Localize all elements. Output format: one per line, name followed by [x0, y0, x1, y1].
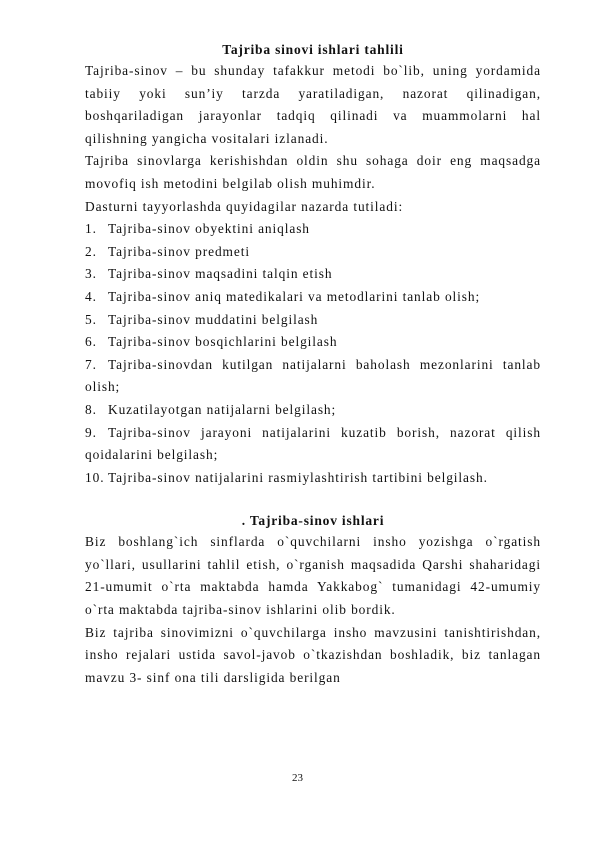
- list-item-number: 10.: [85, 469, 105, 485]
- paragraph-method: Tajriba sinovlarga kerishishdan oldin shu sohaga doir eng maqsadga movofiq ish metodini belgilab olish muhimdir.: [85, 153, 541, 191]
- list-item-number: 5.: [85, 311, 97, 327]
- list-item-number: 7.: [85, 356, 97, 372]
- list-item-number: 4.: [85, 288, 97, 304]
- list-item-text: Tajriba-sinov aniq matedikalari va metodlarini tanlab olish;: [108, 288, 481, 304]
- list-item-number: 2.: [85, 243, 97, 259]
- list-item-text: Tajriba-sinov muddatini belgilash: [108, 311, 319, 327]
- numbered-list: [85, 218, 541, 489]
- list-item-text: Tajriba-sinov jarayoni natijalarini kuzatib borish, nazorat qilish qoidalarini belgilash;: [85, 424, 541, 463]
- document-page: [85, 40, 541, 689]
- list-item: [85, 286, 541, 309]
- list-item: [85, 263, 541, 286]
- list-item-text: Tajriba-sinov bosqichlarini belgilash: [108, 334, 338, 350]
- list-item-text: Tajriba-sinov maqsadini talqin etish: [108, 266, 333, 282]
- paragraph-definition: Tajriba-sinov – bu shunday tafakkur metodi bo`lib, uning yordamida tabiiy yoki sun’iy tarzda yaratiladigan, nazorat qilinadigan, boshqariladigan jarayonlar tadqiq qilinadi va muammolarni hal qilishning yangicha vositalari izlanadi.: [85, 63, 541, 146]
- paragraph-program-intro: Dasturni tayyorlashda quyidagilar nazarda tutiladi:: [85, 198, 404, 214]
- list-item-text: Tajriba-sinov obyektini aniqlash: [108, 221, 310, 237]
- list-item: [85, 467, 541, 490]
- list-item-number: 9.: [85, 424, 97, 440]
- spacer: [85, 489, 541, 511]
- list-item: [85, 399, 541, 422]
- list-item-number: 3.: [85, 266, 97, 282]
- section-heading-work: . Tajriba-sinov ishlari: [241, 513, 385, 529]
- list-item: [85, 241, 541, 264]
- list-item-number: 6.: [85, 334, 97, 350]
- list-item: [85, 218, 541, 241]
- list-item: [85, 309, 541, 332]
- list-item-text: Tajriba-sinov predmeti: [108, 243, 250, 259]
- list-item: [85, 331, 541, 354]
- list-item-text: Tajriba-sinovdan kutilgan natijalarni baholash mezonlarini tanlab olish;: [85, 356, 541, 395]
- paragraph-start: Biz tajriba sinovimizni o`quvchilarga insho mavzusini tanishtirishdan, insho rejalari ustida savol-javob o`tkazishdan boshladik, biz tanlagan mavzu 3- sinf ona tili darsligida berilgan: [85, 624, 541, 685]
- section-heading-analysis: Tajriba sinovi ishlari tahlili: [222, 42, 404, 57]
- paragraph-schools: Biz boshlang`ich sinflarda o`quvchilarni insho yozishga o`rgatish yo`llari, usullarini tahlil etish, o`rganish maqsadida Qarshi shaharidagi 21-umumit o`rta maktabda hamda Yakkabog` tumanidagi 42-umumiy o`rta maktabda tajriba-sinov ishlarini olib bordik.: [85, 534, 541, 618]
- list-item: [85, 422, 541, 467]
- list-item-number: 8.: [85, 401, 97, 417]
- list-item: [85, 354, 541, 399]
- list-item-text: Tajriba-sinov natijalarini rasmiylashtirish tartibini belgilash.: [108, 469, 488, 485]
- list-item-number: 1.: [85, 221, 97, 237]
- list-item-text: Kuzatilayotgan natijalarni belgilash;: [108, 401, 337, 417]
- page-number: 23: [292, 772, 303, 784]
